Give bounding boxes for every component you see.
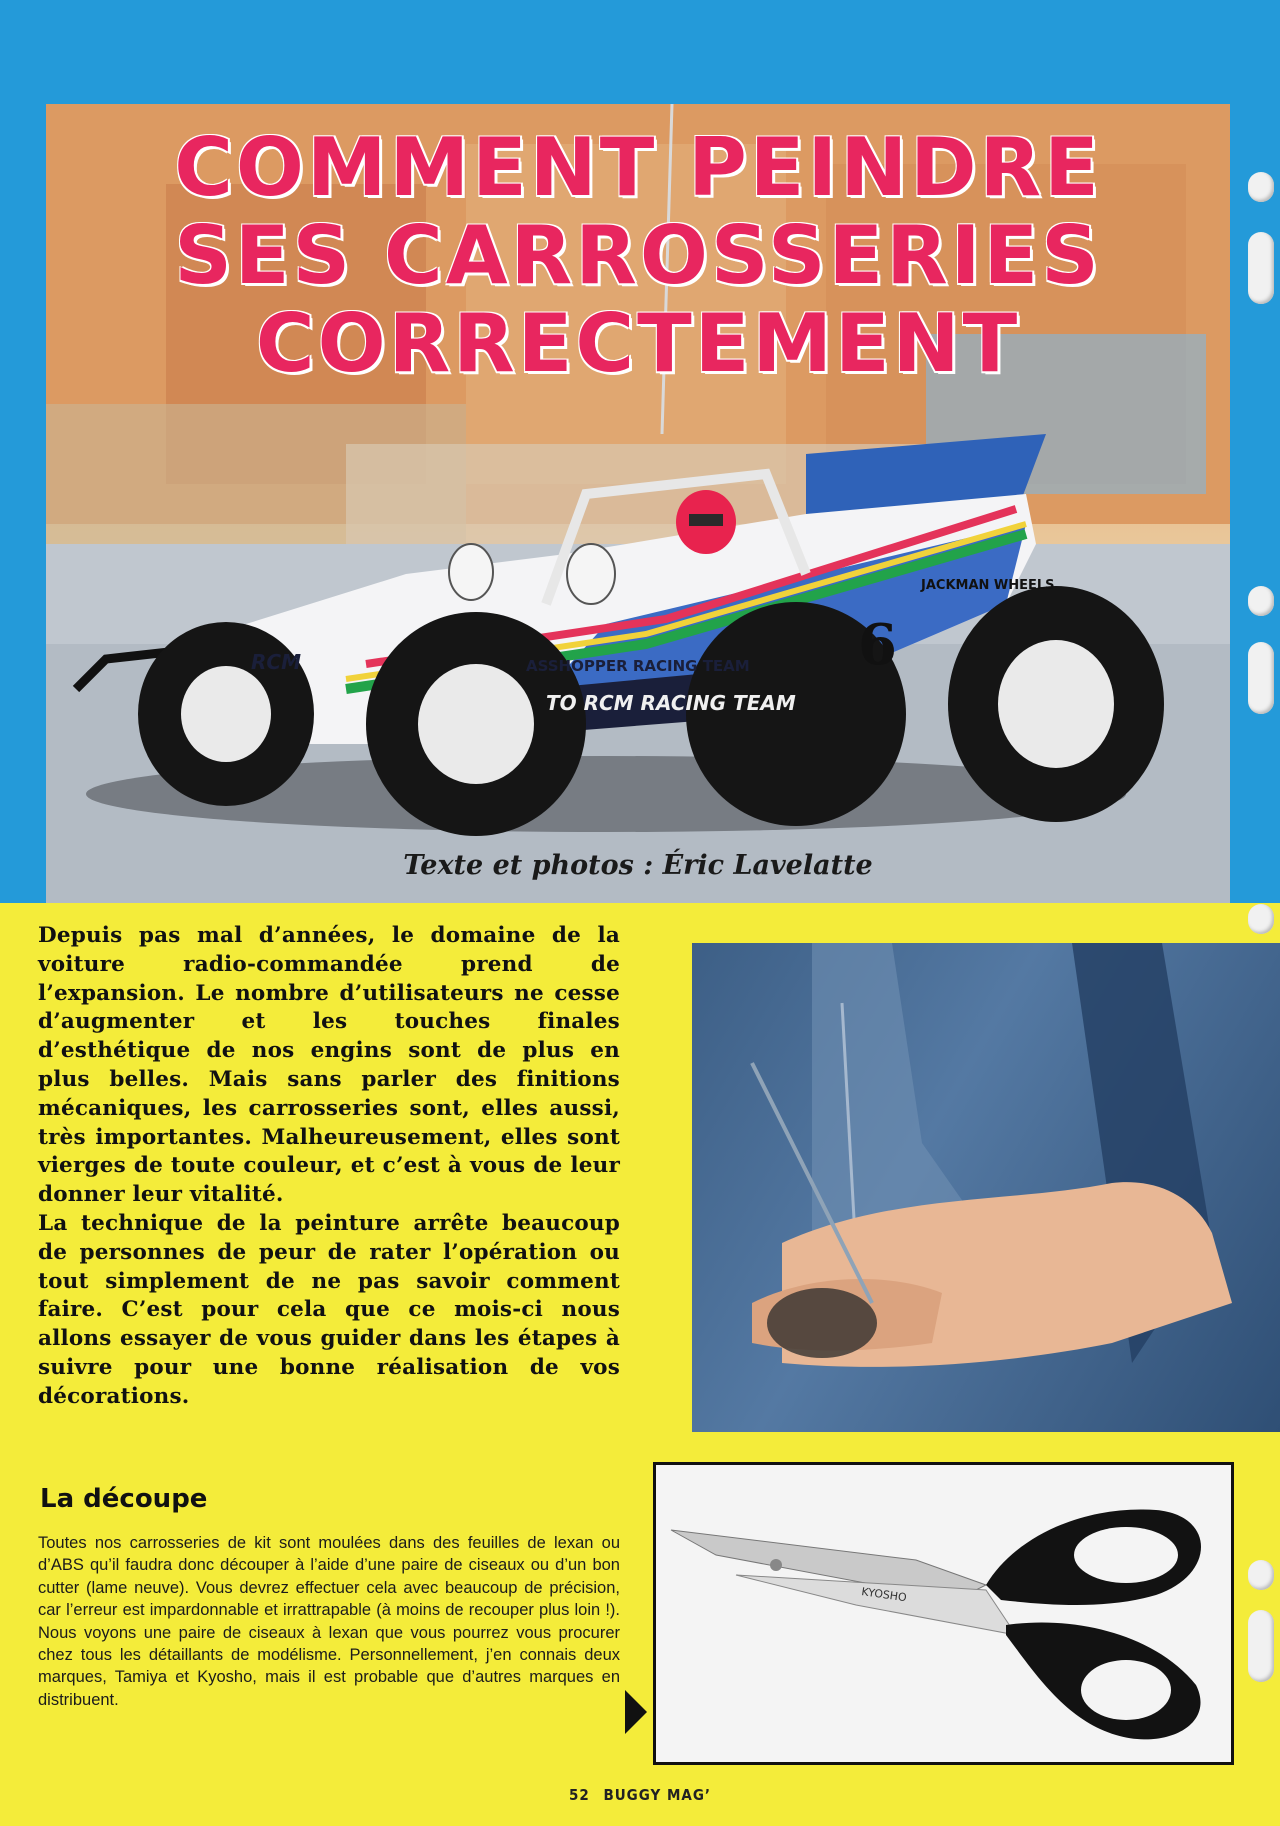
title-line-2: SES CARROSSERIES	[174, 209, 1102, 302]
car-number: 6	[858, 612, 897, 678]
section-heading: La découpe	[40, 1484, 208, 1514]
article-title	[46, 121, 1230, 390]
intro-paragraph-2: La technique de la peinture arrête beaucoup de personnes de peur de rater l’opération ou tout simplement de ne pas savoir comment faire. C’est pour cela que ce mois-ci nous allons essayer de vous guider dans les étapes à suivre pour une bonne réalisation de vos décorations.	[38, 1210, 620, 1409]
hand-cutting-illustration	[692, 943, 1280, 1432]
binder-hole	[1248, 172, 1274, 202]
page-number: 52	[568, 1786, 590, 1804]
binder-hole	[1248, 1560, 1274, 1590]
car-rcm-label: RCM	[251, 650, 301, 674]
arrow-right-icon	[625, 1690, 647, 1734]
section-body: Toutes nos carrosseries de kit sont moulées dans des feuilles de lexan ou d’ABS qu’il faudra donc découper à l’aide d’une paire de ciseaux ou d’un bon cutter (lame neuve). Vous devrez effectuer cela avec beaucoup de précision, car l’erreur est impardonnable et irrattrapable (à moins de recouper plus loin !). Nous voyons une paire de ciseaux à lexan que vous pourrez vous procurer chez tous les détaillants de modélisme. Personnellement, j’en connais deux marques, Tamiya et Kyosho, mais il est probable que d’autres marques en distribuent.	[38, 1534, 620, 1709]
title-line-1: COMMENT PEINDRE	[174, 121, 1102, 214]
car-team-label: ASSHOPPER RACING TEAM	[526, 657, 750, 675]
car-sponsor-label: JACKMAN WHEELS	[921, 578, 1055, 593]
scissors-illustration	[656, 1465, 1231, 1762]
title-line-3: CORRECTEMENT	[255, 297, 1021, 390]
binder-hole	[1248, 642, 1274, 714]
binder-hole	[1248, 904, 1274, 934]
scissors-brand: KYOSHO	[860, 1585, 908, 1605]
article-intro	[38, 922, 620, 1412]
binder-hole	[1248, 232, 1274, 304]
scissors-photo	[653, 1462, 1234, 1765]
magazine-name: BUGGY MAG’	[603, 1786, 712, 1804]
car-team-label-2: TO RCM RACING TEAM	[546, 691, 796, 715]
binder-hole	[1248, 1610, 1274, 1682]
intro-paragraph-1: Depuis pas mal d’années, le domaine de la voiture radio-commandée prend de l’expansion. Le nombre d’utilisateurs ne cesse d’augmenter et les touches finales d’esthétique de nos engins sont de plus en plus belles. Mais sans parler des finitions mécaniques, les carrosseries sont, elles aussi, très importantes. Malheureusement, elles sont vierges de toute couleur, et c’est à vous de leur donner leur vitalité.	[38, 923, 620, 1208]
photo-credit: Texte et photos : Éric Lavelatte	[403, 850, 873, 881]
hero-photo	[46, 104, 1230, 903]
cutting-photo	[692, 943, 1280, 1432]
binder-hole	[1248, 586, 1274, 616]
page-footer	[0, 1786, 1280, 1804]
